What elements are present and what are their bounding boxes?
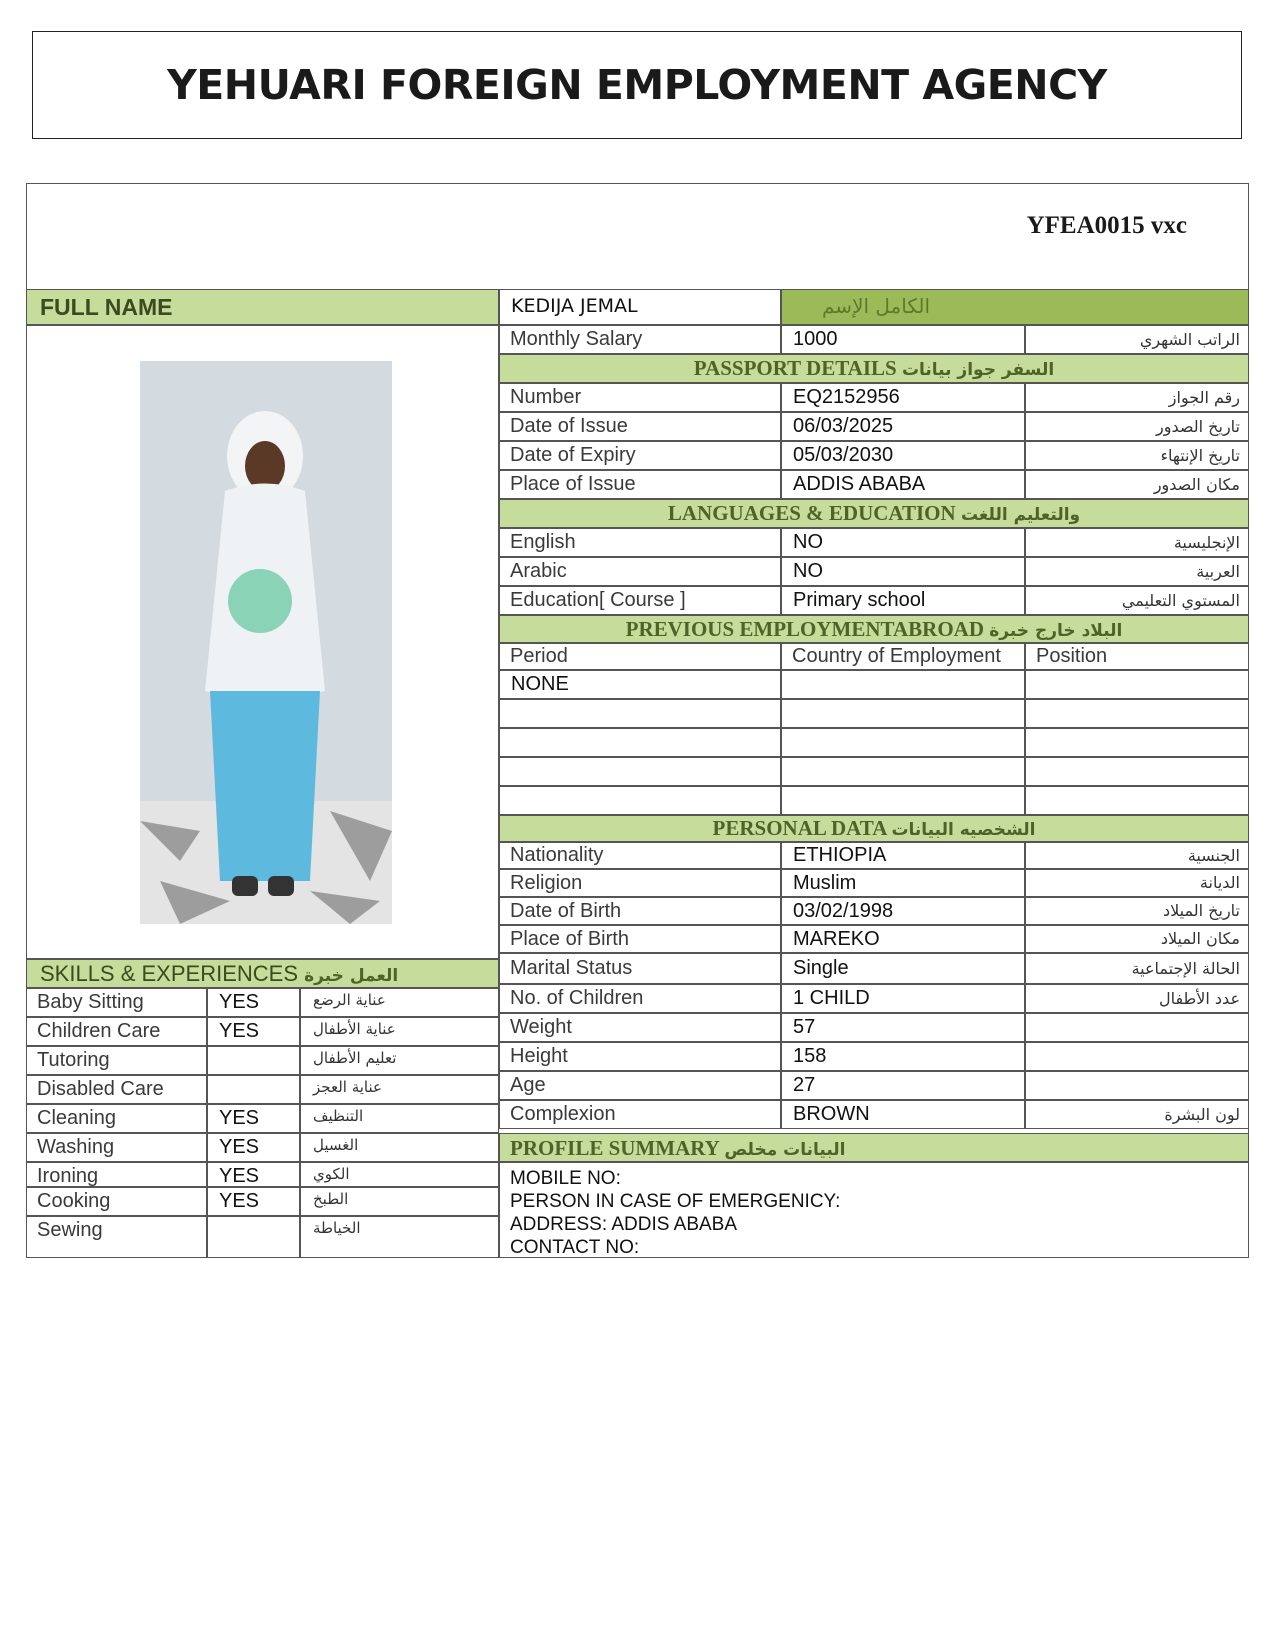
profile-line: ADDRESS: ADDIS ABABA <box>510 1214 738 1235</box>
personal-row-value: 1 CHILD <box>793 987 870 1009</box>
skill-label-cell <box>26 1046 207 1075</box>
personal-row-label: Marital Status <box>510 957 633 979</box>
personal-row-value-cell <box>781 1100 1025 1129</box>
passport-row-label-cell <box>499 470 781 499</box>
passport-row-value: ADDIS ABABA <box>793 473 926 495</box>
passport-row-label-ar-cell <box>1025 383 1249 412</box>
skill-label-ar-cell <box>300 1187 499 1216</box>
passport-row-label-ar: مكان الصدور <box>1153 475 1240 494</box>
skill-value: YES <box>219 1136 260 1158</box>
passport-row-label-cell <box>499 441 781 470</box>
personal-row-label-cell <box>499 1071 781 1100</box>
language-row-label: Education[ Course ] <box>510 589 686 611</box>
skill-label-ar-cell <box>300 1104 499 1133</box>
personal-row-label-ar-cell <box>1025 925 1249 953</box>
passport-row-label: Number <box>510 386 582 408</box>
language-row-label-ar: العربية <box>1196 562 1240 581</box>
personal-row-label-ar: مكان الميلاد <box>1160 929 1240 948</box>
personal-row-value-cell <box>781 953 1025 984</box>
passport-row-value: EQ2152956 <box>793 386 900 408</box>
agency-title: YEHUARI FOREIGN EMPLOYMENT AGENCY <box>167 61 1107 109</box>
language-row-value: NO <box>793 531 823 553</box>
skill-label-ar: عناية الأطفال <box>313 1020 396 1038</box>
employment-period: NONE <box>511 673 569 695</box>
skill-label-ar: التنظيف <box>313 1107 364 1125</box>
employment-period-cell <box>499 786 781 815</box>
passport-details-title-ar: السفر جواز بيانات <box>901 360 1055 380</box>
employment-period-cell <box>499 757 781 786</box>
personal-row-value-cell <box>781 897 1025 925</box>
personal-row-label: Complexion <box>510 1103 616 1125</box>
personal-row-value-cell <box>781 925 1025 953</box>
skill-label-ar-cell <box>300 1133 499 1162</box>
passport-row-label: Date of Issue <box>510 415 628 437</box>
employment-position-cell <box>1025 670 1249 699</box>
skill-label: Cooking <box>37 1190 111 1212</box>
personal-row-value: ETHIOPIA <box>793 844 887 866</box>
skill-label-ar: الطبخ <box>313 1190 349 1208</box>
salary-value: 1000 <box>793 328 838 350</box>
skill-label-cell <box>26 1216 207 1258</box>
skill-label: Children Care <box>37 1020 161 1042</box>
reference-code: YFEA0015 vxc <box>1026 212 1187 239</box>
passport-row-label-ar-cell <box>1025 470 1249 499</box>
skill-label: Tutoring <box>37 1049 110 1071</box>
employment-header-period: Period <box>510 645 568 667</box>
personal-row-label-cell <box>499 984 781 1013</box>
skill-value-cell <box>207 1075 300 1104</box>
passport-row-label-ar-cell <box>1025 412 1249 441</box>
personal-row-label-cell <box>499 953 781 984</box>
skill-label: Baby Sitting <box>37 991 144 1013</box>
personal-row-value: MAREKO <box>793 928 880 950</box>
personal-row-label-cell <box>499 1042 781 1071</box>
employment-header-country-cell <box>781 643 1025 670</box>
passport-row-label-ar: تاريخ الإنتهاء <box>1160 446 1240 465</box>
skills-title-ar: العمل خبرة <box>304 966 399 986</box>
personal-row-label-ar: الحالة الإجتماعية <box>1131 959 1240 978</box>
personal-row-label-ar: عدد الأطفال <box>1158 989 1240 1008</box>
personal-row-value: 158 <box>793 1045 827 1067</box>
skill-value: YES <box>219 1020 260 1042</box>
full-name-label: FULL NAME <box>40 294 173 320</box>
skill-label-ar: عناية الرضع <box>313 991 386 1009</box>
skill-label: Ironing <box>37 1165 99 1187</box>
skill-value-cell <box>207 988 300 1017</box>
personal-row-value: 57 <box>793 1016 816 1038</box>
salary-label-ar: الراتب الشهري <box>1139 330 1240 349</box>
skill-label-ar-cell <box>300 1017 499 1046</box>
skill-label-cell <box>26 1133 207 1162</box>
language-row-label-cell <box>499 586 781 615</box>
employment-header-period-cell <box>499 643 781 670</box>
skill-label: Disabled Care <box>37 1078 164 1100</box>
personal-row-label: Date of Birth <box>510 900 622 922</box>
personal-row-value: BROWN <box>793 1103 870 1125</box>
salary-label-ar-cell <box>1025 325 1249 354</box>
skill-value: YES <box>219 991 260 1013</box>
personal-data-header <box>499 815 1249 842</box>
personal-row-label-ar: الجنسية <box>1187 846 1240 865</box>
profile-line: PERSON IN CASE OF EMERGENICY: <box>510 1191 841 1212</box>
language-row-value: NO <box>793 560 823 582</box>
passport-row-label-cell <box>499 412 781 441</box>
skill-value-cell <box>207 1017 300 1046</box>
personal-row-label-ar-cell <box>1025 953 1249 984</box>
passport-row-value: 05/03/2030 <box>793 444 894 466</box>
passport-row-label-cell <box>499 383 781 412</box>
passport-row-label: Place of Issue <box>510 473 636 495</box>
skill-label-ar: الغسيل <box>313 1136 359 1154</box>
personal-row-value: 27 <box>793 1074 816 1096</box>
personal-row-value-cell <box>781 1013 1025 1042</box>
full-name-ar-cell <box>781 289 1249 325</box>
personal-row-label-cell <box>499 869 781 897</box>
skill-label: Washing <box>37 1136 115 1158</box>
employment-country-cell <box>781 699 1025 728</box>
personal-row-label: Height <box>510 1045 568 1067</box>
language-row-label-cell <box>499 528 781 557</box>
employment-period-cell <box>499 728 781 757</box>
languages-education-title-ar: والتعليم اللغت <box>960 505 1081 525</box>
passport-row-value-cell <box>781 441 1025 470</box>
personal-row-value-cell <box>781 869 1025 897</box>
skill-value: YES <box>219 1165 260 1187</box>
personal-data-title: PERSONAL DATA <box>712 816 887 840</box>
employment-period-cell <box>499 670 781 699</box>
passport-details-title: PASSPORT DETAILS <box>693 356 897 380</box>
skill-label-cell <box>26 1187 207 1216</box>
personal-row-label: Religion <box>510 872 583 894</box>
passport-row-label: Date of Expiry <box>510 444 636 466</box>
personal-row-label-ar: الديانة <box>1199 873 1240 892</box>
skill-value-cell <box>207 1133 300 1162</box>
skill-value-cell <box>207 1104 300 1133</box>
employment-country-cell <box>781 728 1025 757</box>
skill-label: Cleaning <box>37 1107 116 1129</box>
passport-details-header <box>499 354 1249 383</box>
header-box <box>32 31 1242 139</box>
skill-label-ar-cell <box>300 1162 499 1187</box>
employment-header-position-cell <box>1025 643 1249 670</box>
skill-label-ar-cell <box>300 988 499 1017</box>
personal-row-label: Place of Birth <box>510 928 629 950</box>
profile-title: PROFILE SUMMARY <box>510 1136 720 1160</box>
personal-row-label-ar-cell <box>1025 1100 1249 1129</box>
personal-row-label-ar-cell <box>1025 897 1249 925</box>
language-row-label-ar-cell <box>1025 557 1249 586</box>
skill-label-cell <box>26 1017 207 1046</box>
language-row-label: Arabic <box>510 560 567 582</box>
profile-summary-body <box>499 1162 1249 1258</box>
personal-row-label-cell <box>499 1013 781 1042</box>
skill-value-cell <box>207 1216 300 1258</box>
personal-row-label-ar-cell <box>1025 1071 1249 1100</box>
language-row-label-ar-cell <box>1025 528 1249 557</box>
personal-row-label-cell <box>499 1100 781 1129</box>
skill-value-cell <box>207 1162 300 1187</box>
employment-header-country: Country of Employment <box>792 645 1001 667</box>
passport-row-value-cell <box>781 470 1025 499</box>
skill-value: YES <box>219 1107 260 1129</box>
personal-row-label-ar-cell <box>1025 984 1249 1013</box>
language-row-label-ar: الإنجليسية <box>1173 533 1240 552</box>
personal-row-label-ar-cell <box>1025 842 1249 869</box>
personal-row-value: Single <box>793 957 849 979</box>
skill-label-cell <box>26 1162 207 1187</box>
passport-row-value-cell <box>781 412 1025 441</box>
personal-row-value-cell <box>781 1071 1025 1100</box>
skill-label-ar: عناية العجز <box>313 1078 382 1096</box>
passport-row-value: 06/03/2025 <box>793 415 894 437</box>
personal-row-value-cell <box>781 1042 1025 1071</box>
personal-row-label-ar-cell <box>1025 869 1249 897</box>
profile-summary-header <box>499 1133 1249 1162</box>
previous-employment-header <box>499 615 1249 643</box>
passport-row-value-cell <box>781 383 1025 412</box>
candidate-photo <box>140 361 392 924</box>
passport-row-label-ar-cell <box>1025 441 1249 470</box>
skill-label-ar: تعليم الأطفال <box>313 1049 397 1067</box>
employment-header-position: Position <box>1036 645 1108 667</box>
personal-row-label-cell <box>499 925 781 953</box>
skill-label-ar-cell <box>300 1046 499 1075</box>
salary-label-cell <box>499 325 781 354</box>
personal-row-label: No. of Children <box>510 987 644 1009</box>
language-row-value-cell <box>781 586 1025 615</box>
language-row-value: Primary school <box>793 589 926 611</box>
employment-country-cell <box>781 786 1025 815</box>
employment-country-cell <box>781 757 1025 786</box>
language-row-label: English <box>510 531 576 553</box>
personal-row-label: Nationality <box>510 844 604 866</box>
languages-education-header <box>499 499 1249 528</box>
language-row-value-cell <box>781 557 1025 586</box>
full-name-label-cell <box>26 289 499 325</box>
languages-education-title: LANGUAGES & EDUCATION <box>667 501 956 525</box>
language-row-label-ar-cell <box>1025 586 1249 615</box>
employment-position-cell <box>1025 728 1249 757</box>
personal-row-label: Weight <box>510 1016 572 1038</box>
skill-label-ar-cell <box>300 1075 499 1104</box>
profile-line: CONTACT NO: <box>510 1237 640 1258</box>
skill-label-ar: الكوي <box>313 1165 350 1183</box>
personal-row-label-ar-cell <box>1025 1042 1249 1071</box>
personal-row-value-cell <box>781 842 1025 869</box>
skill-value: YES <box>219 1190 260 1212</box>
previous-employment-title-ar: البلاد خارج خبرة <box>989 621 1123 641</box>
skill-label-cell <box>26 1104 207 1133</box>
personal-row-value: Muslim <box>793 872 857 894</box>
employment-position-cell <box>1025 699 1249 728</box>
personal-row-label-cell <box>499 897 781 925</box>
full-name-value-cell <box>499 289 781 325</box>
skill-label-cell <box>26 1075 207 1104</box>
personal-data-title-ar: الشخصيه البيانات <box>891 820 1036 840</box>
salary-value-cell <box>781 325 1025 354</box>
language-row-label-ar: المستوي التعليمي <box>1121 591 1240 610</box>
full-name-value: KEDIJA JEMAL <box>511 295 638 317</box>
previous-employment-title: PREVIOUS EMPLOYMENTABROAD <box>625 617 984 641</box>
employment-period-cell <box>499 699 781 728</box>
full-name-label-ar: الكامل الإسم <box>822 294 931 318</box>
skill-value-cell <box>207 1046 300 1075</box>
personal-row-label-ar-cell <box>1025 1013 1249 1042</box>
personal-row-value: 03/02/1998 <box>793 900 894 922</box>
skill-label-ar: الخياطة <box>313 1219 361 1237</box>
salary-label: Monthly Salary <box>510 328 643 350</box>
skill-label: Sewing <box>37 1219 103 1241</box>
personal-row-label-ar: تاريخ الميلاد <box>1163 901 1240 920</box>
passport-row-label-ar: تاريخ الصدور <box>1156 417 1240 436</box>
personal-row-value-cell <box>781 984 1025 1013</box>
passport-row-label-ar: رقم الجواز <box>1168 388 1240 407</box>
profile-title-ar: البيانات مخلص <box>724 1140 846 1160</box>
skill-value-cell <box>207 1187 300 1216</box>
skill-label-ar-cell <box>300 1216 499 1258</box>
language-row-value-cell <box>781 528 1025 557</box>
profile-line: MOBILE NO: <box>510 1168 621 1189</box>
skill-label-cell <box>26 988 207 1017</box>
employment-position-cell <box>1025 757 1249 786</box>
skills-header <box>26 959 499 988</box>
personal-row-label-ar: لون البشرة <box>1164 1105 1240 1124</box>
personal-row-label-cell <box>499 842 781 869</box>
skills-title: SKILLS & EXPERIENCES <box>40 961 298 986</box>
language-row-label-cell <box>499 557 781 586</box>
employment-country-cell <box>781 670 1025 699</box>
personal-row-label: Age <box>510 1074 546 1096</box>
employment-position-cell <box>1025 786 1249 815</box>
